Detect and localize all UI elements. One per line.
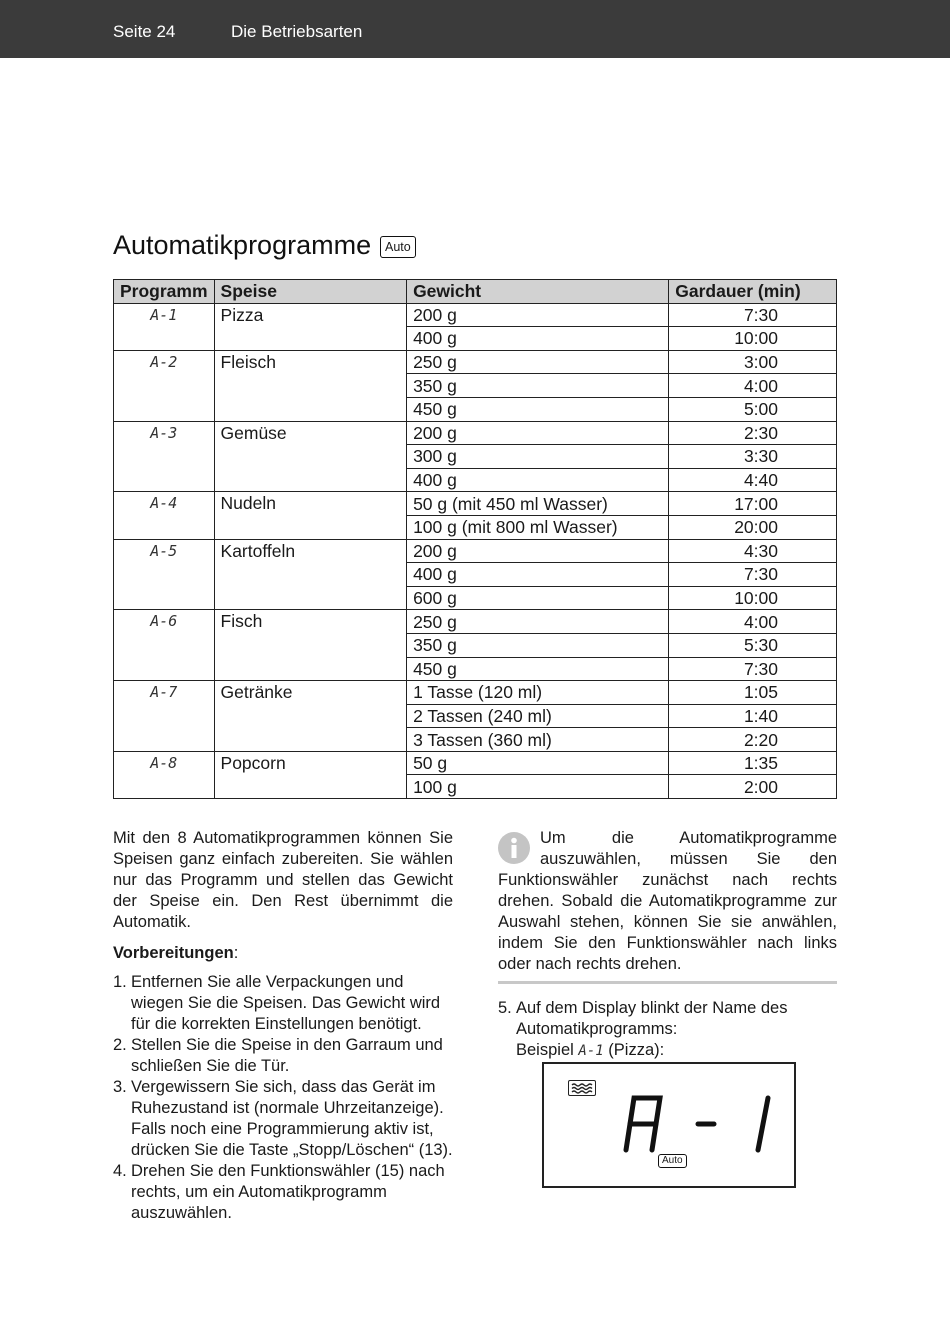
weight-cell: 50 g (mit 450 ml Wasser): [407, 492, 669, 516]
program-code: A-8: [114, 751, 215, 798]
food-name: Popcorn: [214, 751, 407, 798]
duration-cell: 4:30: [669, 539, 837, 563]
food-name: Fisch: [214, 610, 407, 681]
step-text: Auf dem Display blinkt der Name des Automatikprogramms:: [516, 999, 788, 1038]
step-text: Drehen Sie den Funktionswähler (15) nach rechts, um ein Automatikprogramm auszuwählen.: [131, 1162, 445, 1222]
table-row: [114, 610, 837, 634]
list-item: [113, 1161, 453, 1224]
food-name: Gemüse: [214, 421, 407, 492]
food-name: Nudeln: [214, 492, 407, 539]
step-number: 4.: [113, 1162, 127, 1180]
step-number: 5.: [498, 999, 512, 1017]
example-code: A-1: [578, 1043, 604, 1059]
program-code: A-4: [114, 492, 215, 539]
right-column: [498, 828, 837, 1062]
duration-cell: 3:00: [669, 350, 837, 374]
weight-cell: 200 g: [407, 539, 669, 563]
info-icon: [498, 832, 530, 864]
duration-cell: 2:30: [669, 421, 837, 445]
weight-cell: 450 g: [407, 397, 669, 421]
weight-cell: 450 g: [407, 657, 669, 681]
program-code: A-6: [114, 610, 215, 681]
table-row: [114, 350, 837, 374]
weight-cell: 350 g: [407, 633, 669, 657]
step-number: 3.: [113, 1078, 127, 1096]
duration-cell: 7:30: [669, 657, 837, 681]
weight-cell: 400 g: [407, 327, 669, 351]
weight-cell: 1 Tasse (120 ml): [407, 681, 669, 705]
table-row: [114, 492, 837, 516]
program-code: A-2: [114, 350, 215, 421]
table-row: [114, 751, 837, 775]
wave-lines: [569, 1081, 595, 1095]
header-weight: Gewicht: [407, 280, 669, 304]
food-name: Kartoffeln: [214, 539, 407, 610]
program-code: A-7: [114, 681, 215, 752]
table-row: [114, 539, 837, 563]
segment-a: [626, 1098, 660, 1150]
program-code: A-3: [114, 421, 215, 492]
weight-cell: 200 g: [407, 421, 669, 445]
duration-cell: 1:05: [669, 681, 837, 705]
duration-cell: 10:00: [669, 327, 837, 351]
display-seven-segment: [618, 1094, 778, 1156]
weight-cell: 400 g: [407, 563, 669, 587]
section-title: Die Betriebsarten: [231, 22, 363, 41]
table-row: [114, 681, 837, 705]
food-name: Pizza: [214, 303, 407, 350]
duration-cell: 17:00: [669, 492, 837, 516]
duration-cell: 5:30: [669, 633, 837, 657]
duration-cell: 5:00: [669, 397, 837, 421]
duration-cell: 4:40: [669, 468, 837, 492]
duration-cell: 20:00: [669, 515, 837, 539]
page-number: Seite 24: [113, 22, 176, 41]
step-number: 2.: [113, 1036, 127, 1054]
preparation-steps: [113, 972, 453, 1224]
program-table: [113, 279, 837, 799]
lcd-display: [542, 1062, 796, 1188]
food-name: Fleisch: [214, 350, 407, 421]
duration-cell: 7:30: [669, 303, 837, 327]
program-code: A-5: [114, 539, 215, 610]
list-item: [113, 1035, 453, 1077]
microwave-icon: [568, 1080, 596, 1096]
weight-cell: 3 Tassen (360 ml): [407, 728, 669, 752]
duration-cell: 10:00: [669, 586, 837, 610]
left-column: [113, 828, 453, 1224]
program-code: A-1: [114, 303, 215, 350]
weight-cell: 300 g: [407, 445, 669, 469]
info-text: Um die Automatikprogramme auszuwählen, müssen Sie den Funktionswähler zunächst nach rechts drehen. Sobald die Automatikprogramme zur Auswahl stehen, können Sie sie anwählen, indem Sie den Funktionswähler nach links oder nach rechts drehen.: [498, 829, 837, 973]
weight-cell: 2 Tassen (240 ml): [407, 704, 669, 728]
duration-cell: 1:35: [669, 751, 837, 775]
duration-cell: 7:30: [669, 563, 837, 587]
duration-cell: 2:20: [669, 728, 837, 752]
step-number: 1.: [113, 973, 127, 991]
header-duration: Gardauer (min): [669, 280, 837, 304]
list-item: [113, 972, 453, 1035]
table-row: [114, 421, 837, 445]
example-suffix: (Pizza):: [608, 1041, 665, 1059]
segment-one: [758, 1098, 768, 1150]
page-header: [0, 0, 950, 58]
weight-cell: 100 g (mit 800 ml Wasser): [407, 515, 669, 539]
duration-cell: 4:00: [669, 610, 837, 634]
weight-cell: 400 g: [407, 468, 669, 492]
step-5: [498, 998, 837, 1062]
weight-cell: 250 g: [407, 610, 669, 634]
weight-cell: 600 g: [407, 586, 669, 610]
info-box: [498, 828, 837, 979]
table-header-row: [114, 280, 837, 304]
step-text: Vergewissern Sie sich, dass das Gerät im Ruhezustand ist (normale Uhrzeitanzeige). Falls noch eine Programmierung aktiv ist, drücken Sie die Taste „Stopp/Löschen“ (13).: [131, 1078, 453, 1159]
display-auto-badge: Auto: [658, 1154, 687, 1168]
weight-cell: 250 g: [407, 350, 669, 374]
example-prefix: Beispiel: [516, 1041, 574, 1059]
preparations-heading: [113, 943, 453, 964]
weight-cell: 350 g: [407, 374, 669, 398]
step-text: Entfernen Sie alle Verpackungen und wiegen Sie die Speisen. Das Gewicht wird für die korrekten Einstellungen benötigt.: [131, 973, 441, 1033]
table-body: [114, 303, 837, 798]
header-food: Speise: [214, 280, 407, 304]
preparations-colon: :: [233, 944, 239, 962]
header-program: Programm: [114, 280, 215, 304]
weight-cell: 200 g: [407, 303, 669, 327]
duration-cell: 3:30: [669, 445, 837, 469]
duration-cell: 1:40: [669, 704, 837, 728]
auto-badge: Auto: [380, 236, 416, 258]
divider: [498, 981, 837, 984]
food-name: Getränke: [214, 681, 407, 752]
step-text: Stellen Sie die Speise in den Garraum und schließen Sie die Tür.: [131, 1036, 443, 1075]
weight-cell: 100 g: [407, 775, 669, 799]
preparations-label: Vorbereitungen: [113, 944, 234, 962]
list-item: [113, 1077, 453, 1161]
weight-cell: 50 g: [407, 751, 669, 775]
table-row: [114, 303, 837, 327]
duration-cell: 4:00: [669, 374, 837, 398]
duration-cell: 2:00: [669, 775, 837, 799]
page-title: Automatikprogramme: [113, 230, 372, 260]
intro-text: Mit den 8 Automatikprogrammen können Sie Speisen ganz einfach zubereiten. Sie wählen nur das Programm und stellen das Gewicht der Speise ein. Den Rest übernimmt die Automatik.: [113, 829, 453, 931]
